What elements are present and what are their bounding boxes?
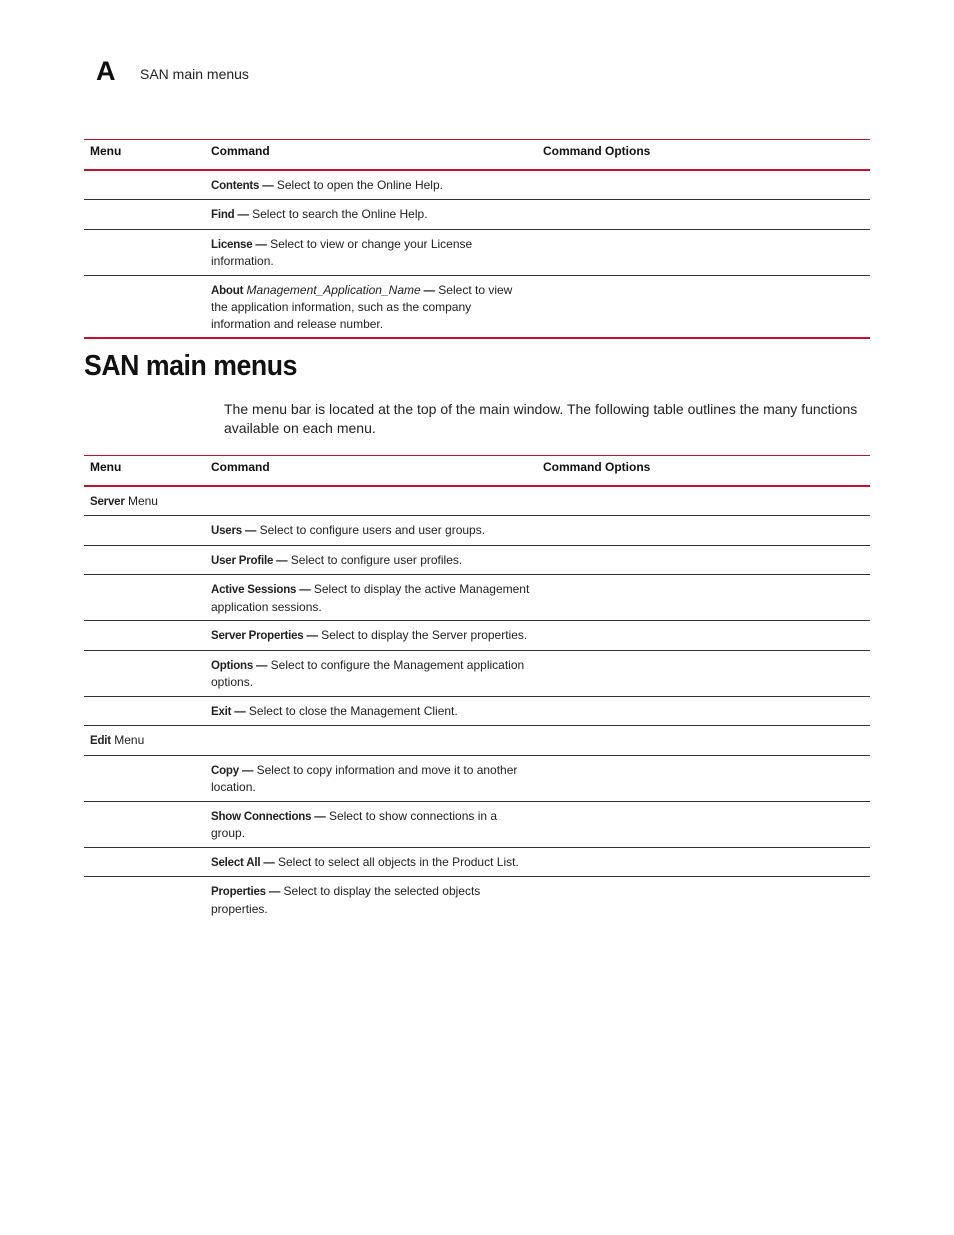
column-header-menu: Menu: [84, 456, 205, 486]
running-title: SAN main menus: [140, 66, 249, 82]
menu-cell: [84, 801, 205, 847]
command-cell: Exit — Select to close the Management Client.: [205, 696, 537, 726]
table-row: [84, 621, 870, 651]
menu-cell: Server Menu: [84, 486, 870, 516]
command-cell: License — Select to view or change your License information.: [205, 229, 537, 275]
options-cell: [537, 575, 870, 621]
command-cell: Copy — Select to copy information and move it to another location.: [205, 755, 537, 801]
chapter-letter: A: [96, 56, 116, 86]
menu-cell: [84, 229, 205, 275]
menu-cell: [84, 621, 205, 651]
table-row: [84, 229, 870, 275]
options-cell: [537, 696, 870, 726]
options-cell: [537, 847, 870, 877]
table-row: [84, 170, 870, 200]
command-cell: Select All — Select to select all objects in the Product List.: [205, 847, 537, 877]
menu-cell: [84, 575, 205, 621]
menu-cell: [84, 847, 205, 877]
command-cell: Active Sessions — Select to display the active Management application sessions.: [205, 575, 537, 621]
edit-menu-row: [84, 726, 870, 756]
menu-cell: [84, 877, 205, 923]
table-row: [84, 755, 870, 801]
column-header-menu: Menu: [84, 140, 205, 170]
command-cell: Contents — Select to open the Online Help.: [205, 170, 537, 200]
options-cell: [537, 755, 870, 801]
options-cell: [537, 650, 870, 696]
command-cell: Server Properties — Select to display the Server properties.: [205, 621, 537, 651]
options-cell: [537, 621, 870, 651]
command-cell: Options — Select to configure the Management application options.: [205, 650, 537, 696]
options-cell: [537, 545, 870, 575]
table-row: [84, 575, 870, 621]
column-header-command: Command: [205, 140, 537, 170]
menu-cell: [84, 696, 205, 726]
column-header-command-options: Command Options: [537, 140, 870, 170]
table-row: [84, 516, 870, 546]
options-cell: [537, 877, 870, 923]
table-header-row: [84, 140, 870, 170]
menu-cell: [84, 170, 205, 200]
table-row: [84, 847, 870, 877]
options-cell: [537, 229, 870, 275]
command-cell: About Management_Application_Name — Select to view the application information, such as the company information and release number.: [205, 275, 537, 338]
menu-cell: [84, 545, 205, 575]
table-row: [84, 801, 870, 847]
table-header-row: [84, 456, 870, 486]
command-cell: User Profile — Select to configure user profiles.: [205, 545, 537, 575]
options-cell: [537, 516, 870, 546]
table-row: [84, 696, 870, 726]
table-row: [84, 200, 870, 230]
section-title: SAN main menus: [84, 350, 297, 382]
menu-cell: [84, 650, 205, 696]
command-cell: Users — Select to configure users and user groups.: [205, 516, 537, 546]
intro-paragraph: The menu bar is located at the top of the main window. The following table outlines the many functions available on each menu.: [224, 401, 858, 436]
menu-cell: [84, 516, 205, 546]
command-cell: Properties — Select to display the selected objects properties.: [211, 884, 481, 916]
menu-cell: Edit Menu: [84, 726, 870, 756]
table-row: [84, 275, 870, 338]
options-cell: [537, 801, 870, 847]
table-row: [84, 545, 870, 575]
san-main-menus-table: [84, 455, 870, 922]
table-row: [84, 650, 870, 696]
options-cell: [537, 200, 870, 230]
table-row: [84, 877, 870, 923]
server-menu-row: [84, 486, 870, 516]
options-cell: [537, 170, 870, 200]
column-header-command: Command: [205, 456, 537, 486]
options-cell: [537, 275, 870, 338]
command-cell: Show Connections — Select to show connections in a group.: [205, 801, 537, 847]
help-menu-table: [84, 139, 870, 339]
command-cell: Find — Select to search the Online Help.: [205, 200, 537, 230]
column-header-command-options: Command Options: [537, 456, 870, 486]
menu-cell: [84, 755, 205, 801]
menu-cell: [84, 275, 205, 338]
menu-cell: [84, 200, 205, 230]
